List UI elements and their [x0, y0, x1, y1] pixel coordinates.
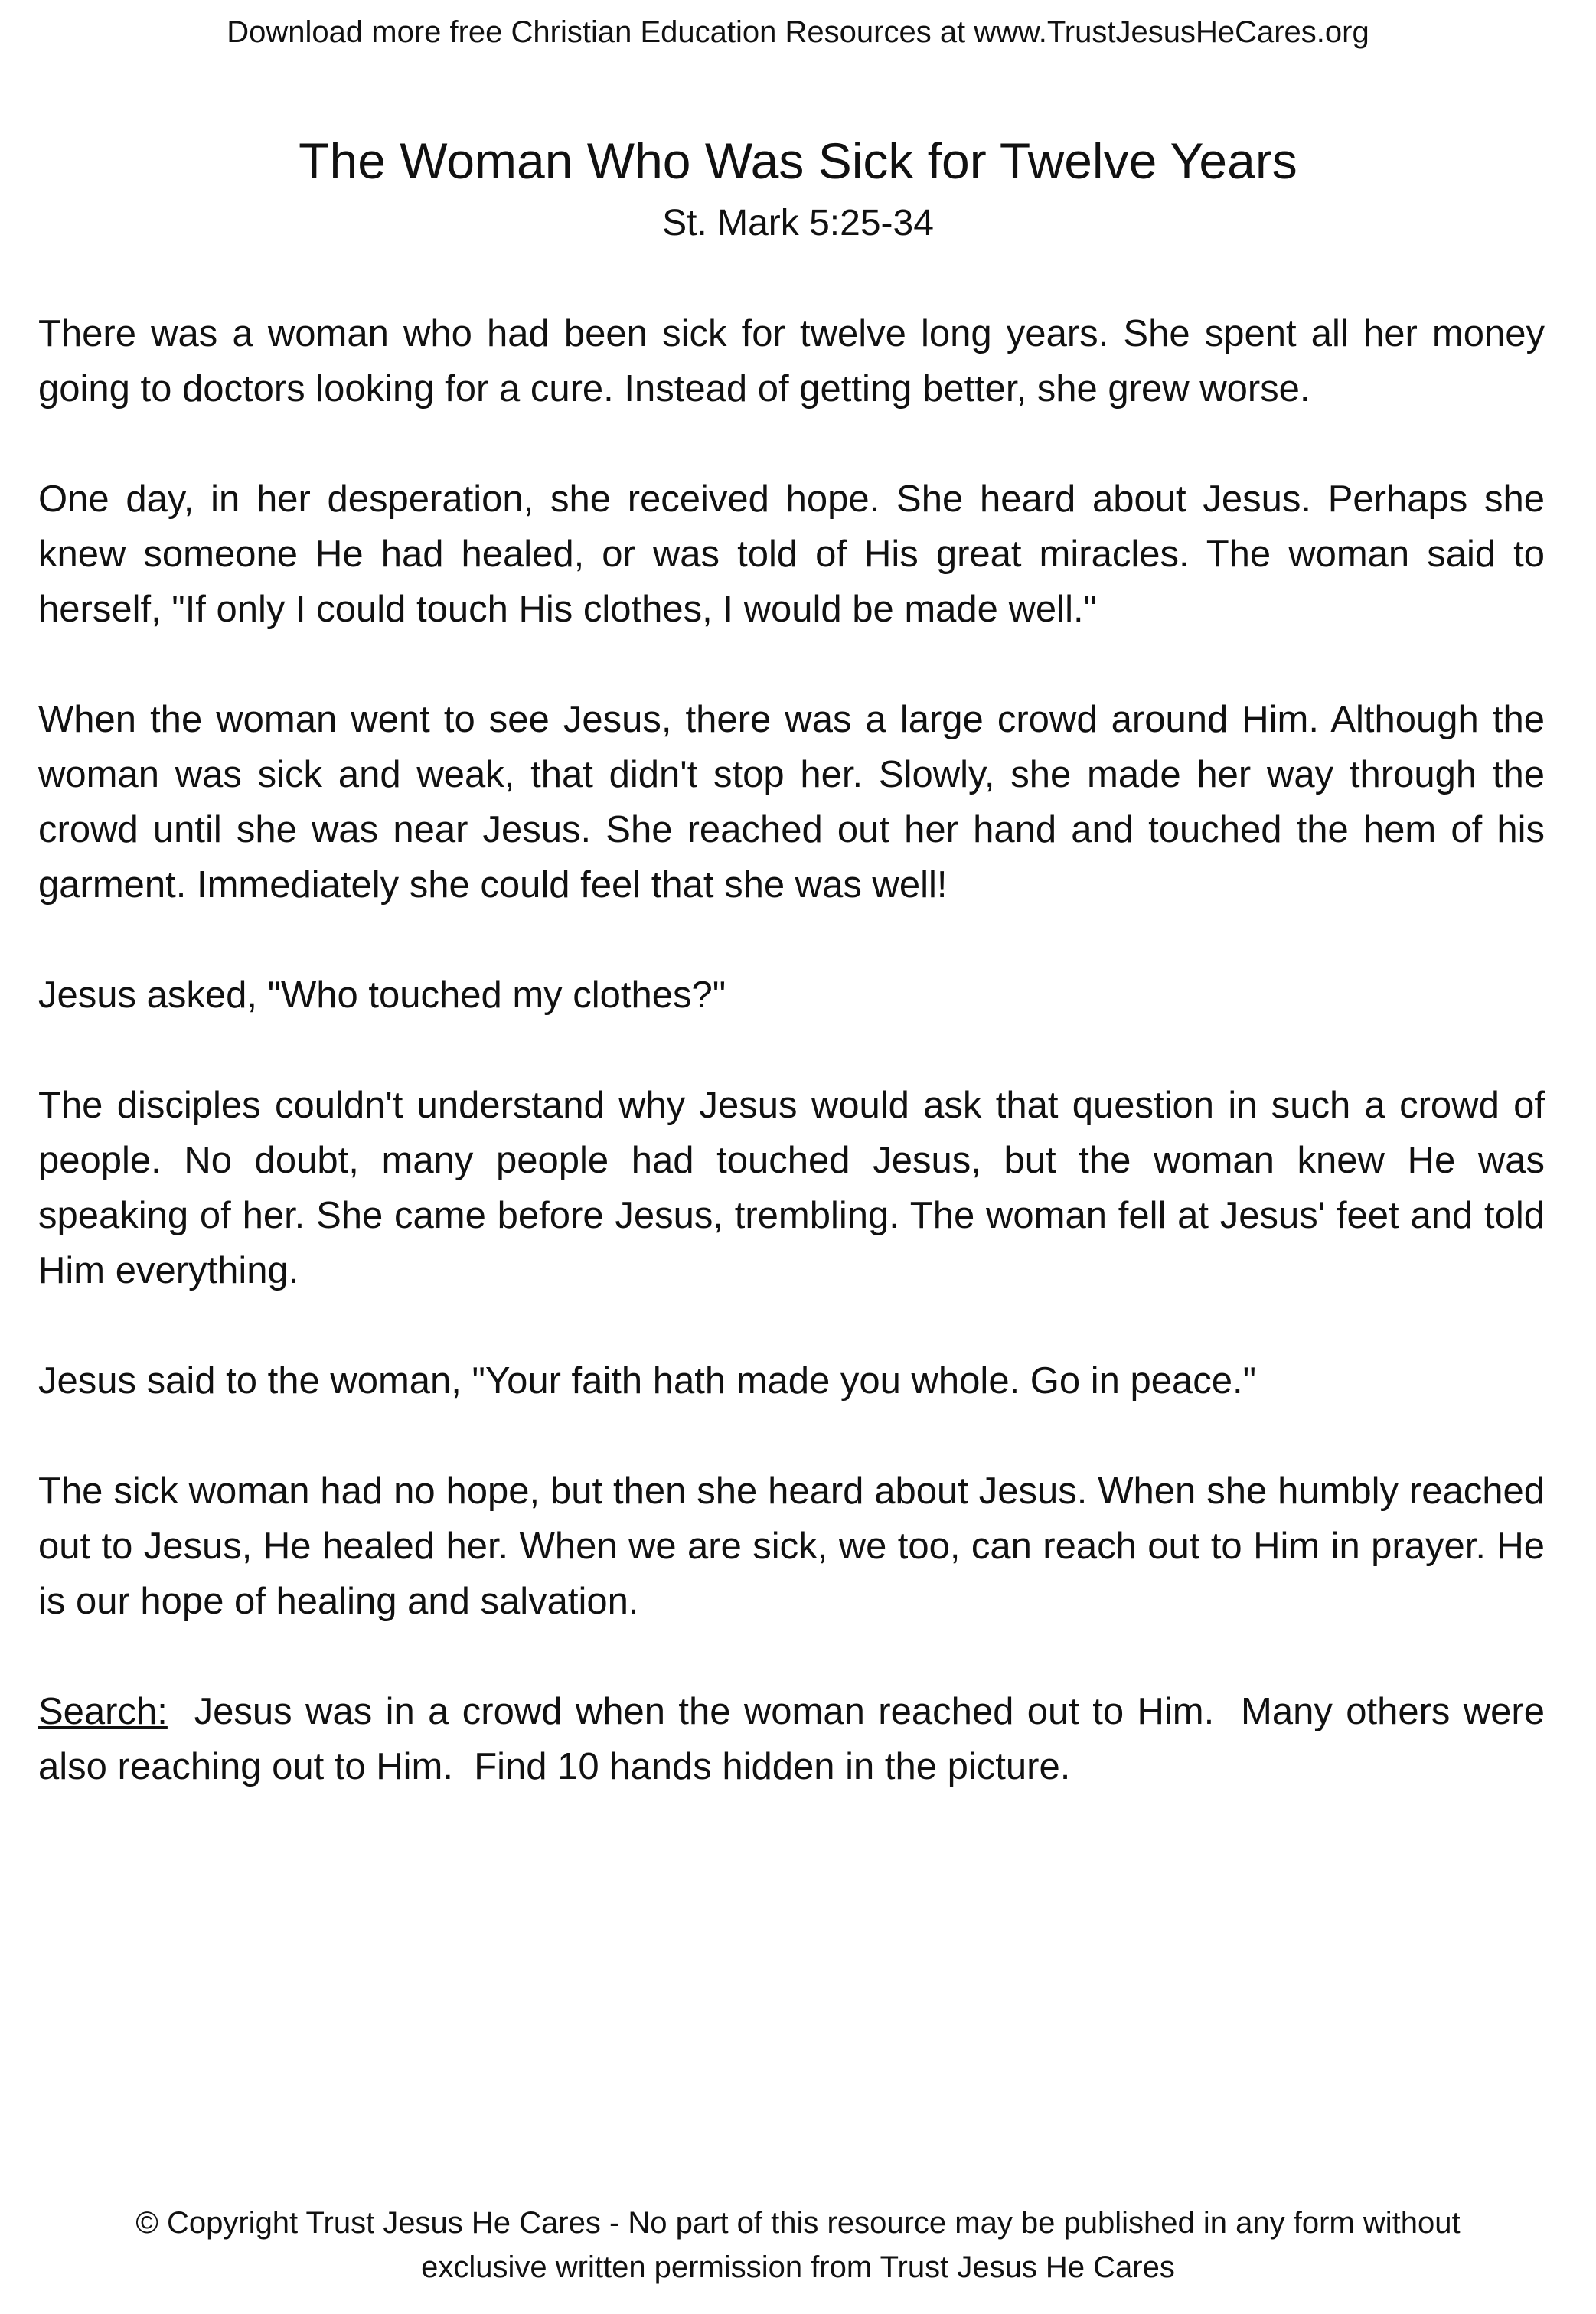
story-paragraph-2: One day, in her desperation, she received hope. She heard about Jesus. Perhaps she knew someone He had healed, or was told of His great miracles. The woman said to herself, "If only I could touch His clothes, I would be made well.": [38, 478, 1545, 630]
story-paragraph-5: The disciples couldn't understand why Jesus would ask that question in such a crowd of people. No doubt, many people had touched Jesus, but the woman knew He was speaking of her. She came before Jesus, trembling. The woman fell at Jesus' feet and told Him everything.: [38, 1085, 1545, 1291]
copyright-line-1: © Copyright Trust Jesus He Cares - No part of this resource may be published in any form without: [135, 2206, 1461, 2240]
story-paragraph-1: There was a woman who had been sick for twelve long years. She spent all her money going to doctors looking for a cure. Instead of getting better, she grew worse.: [38, 313, 1545, 410]
story-paragraph-4: Jesus asked, "Who touched my clothes?": [38, 974, 726, 1016]
search-instructions: Jesus was in a crowd when the woman reached out to Him. Many others were also reaching out to Him. Find 10 hands hidden in the picture.: [38, 1691, 1555, 1787]
page-title: The Woman Who Was Sick for Twelve Years: [299, 132, 1297, 189]
story-paragraph-6: Jesus said to the woman, "Your faith hath made you whole. Go in peace.": [38, 1360, 1257, 1402]
story-paragraph-3: When the woman went to see Jesus, there was a large crowd around Him. Although the woman was sick and weak, that didn't stop her. Slowly, she made her way through the crowd until she was near Jesus. She reached out her hand and touched the hem of his garment. Immediately she could feel that she was well!: [38, 699, 1545, 906]
scripture-reference: St. Mark 5:25-34: [662, 203, 934, 243]
download-note: Download more free Christian Education Resources at www.TrustJesusHeCares.org: [227, 15, 1369, 49]
search-activity: [38, 1684, 1555, 1794]
copyright-footer: [0, 2201, 1596, 2290]
search-label: Search:: [38, 1691, 168, 1732]
story-paragraph-7: The sick woman had no hope, but then she heard about Jesus. When she humbly reached out to Jesus, He healed her. When we are sick, we too, can reach out to Him in prayer. He is our hope of healing and salvation.: [38, 1470, 1545, 1622]
copyright-line-2: exclusive written permission from Trust Jesus He Cares: [421, 2250, 1175, 2284]
story-body: [38, 306, 1555, 1849]
